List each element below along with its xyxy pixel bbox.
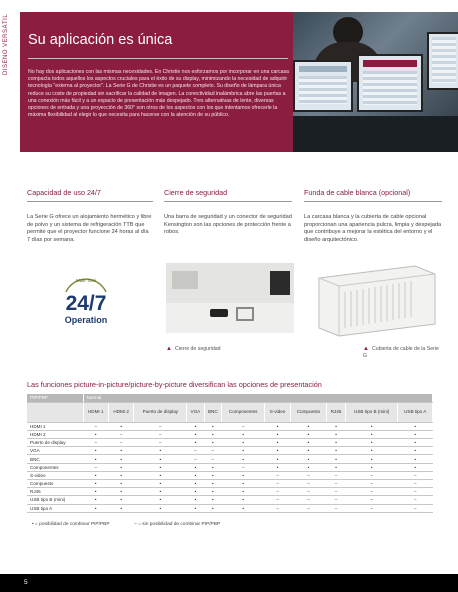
table-cell: •	[187, 488, 204, 496]
table-cell: •	[83, 447, 108, 455]
table-row	[27, 480, 433, 488]
table-cell: –	[398, 496, 433, 504]
table-cell: •	[327, 430, 346, 438]
feature-body: Una barra de seguridad y un conector de seguridad Kensington son las opciones de protección frente a robos.	[164, 214, 292, 236]
table-column-header: HDMI 2	[108, 402, 133, 422]
table-cell: •	[187, 480, 204, 488]
table-cell: •	[204, 480, 221, 488]
legend-no: – = sin posibilidad de combinar PIP/PBP	[134, 522, 221, 527]
feature-body: La Serie G ofrece un alojamiento hermético y libre de polvo y un sistema de refrigeración TTB que permite que el proyector funcione 24 horas al día 7 días por semana.	[27, 214, 152, 243]
security-lock-photo	[166, 263, 294, 333]
table-cell: •	[204, 439, 221, 447]
table-cell: –	[265, 496, 290, 504]
table-column-header: Componentes	[222, 402, 265, 422]
table-cell: –	[398, 488, 433, 496]
table-cell: •	[83, 496, 108, 504]
table-cell: •	[265, 455, 290, 463]
table-column-header: USB tipo B (mini)	[345, 402, 397, 422]
operation-247-logo	[56, 270, 116, 330]
table-cell: •	[345, 447, 397, 455]
table-cell: •	[327, 455, 346, 463]
monitor-right	[427, 32, 458, 90]
table-row	[27, 455, 433, 463]
table-column-header: VGA	[187, 402, 204, 422]
table-cell: •	[108, 455, 133, 463]
table-cell: •	[222, 447, 265, 455]
table-column-header: S-video	[265, 402, 290, 422]
table-row	[27, 447, 433, 455]
table-group-label: Normal	[83, 394, 433, 402]
feature-title: Funda de cable blanca (opcional)	[304, 188, 411, 197]
table-cell: •	[134, 463, 187, 471]
table-cell: •	[108, 463, 133, 471]
table-cell: •	[108, 480, 133, 488]
table-row	[27, 422, 433, 430]
table-row	[27, 471, 433, 479]
table-cell: –	[327, 504, 346, 512]
monitor-center	[357, 54, 423, 112]
table-cell: –	[345, 488, 397, 496]
table-cell: •	[108, 471, 133, 479]
table-body	[27, 422, 433, 512]
table-cell: •	[108, 447, 133, 455]
table-cell: •	[290, 455, 326, 463]
side-section-label: DISEÑO VERSÁTIL	[3, 13, 9, 75]
table-cell: •	[345, 439, 397, 447]
lock-slot-icon	[210, 309, 228, 317]
table-cell: –	[187, 447, 204, 455]
table-cell: –	[265, 488, 290, 496]
table-cell: –	[398, 504, 433, 512]
table-cell: •	[187, 463, 204, 471]
table-cell: •	[290, 422, 326, 430]
table-cell: –	[290, 488, 326, 496]
table-cell: •	[187, 504, 204, 512]
table-cell: –	[265, 504, 290, 512]
table-row	[27, 504, 433, 512]
table-cell: •	[134, 488, 187, 496]
table-row	[27, 430, 433, 438]
legend-yes: • = posibilidad de combinar PIP/PBP	[32, 522, 110, 527]
table-cell: –	[398, 471, 433, 479]
table-cell: –	[345, 496, 397, 504]
table-cell: –	[345, 480, 397, 488]
feature-cable-cover	[304, 188, 442, 244]
table-cell: •	[134, 471, 187, 479]
table-row-label: BNC	[27, 455, 83, 463]
cable-caption	[363, 346, 443, 359]
table-cell: •	[187, 471, 204, 479]
table-cell: •	[345, 455, 397, 463]
table-cell: •	[290, 439, 326, 447]
table-group-row	[27, 394, 433, 402]
table-cell: •	[204, 488, 221, 496]
table-cell: –	[290, 471, 326, 479]
page-footer	[0, 574, 458, 592]
table-cell: •	[108, 504, 133, 512]
table-row-label: USB tipo B (mini)	[27, 496, 83, 504]
feature-body: La carcasa blanca y la cubierta de cable opcional proporcionan una apariencia pulcra, limpia y despejada que contribuye a mejorar la estética del entorno y el diseño arquitectónico.	[304, 214, 442, 243]
lock-caption	[166, 346, 221, 353]
lock-caption-text: Cierre de seguridad	[174, 346, 221, 352]
table-cell: •	[108, 488, 133, 496]
table-cell: –	[83, 439, 108, 447]
table-cell: •	[327, 439, 346, 447]
table-row-label: VGA	[27, 447, 83, 455]
table-cell: –	[83, 463, 108, 471]
table-cell: •	[345, 463, 397, 471]
table-cell: –	[327, 480, 346, 488]
left-margin	[0, 0, 20, 592]
table-cell: •	[398, 430, 433, 438]
security-bar-icon	[236, 307, 254, 321]
table-cell: •	[222, 439, 265, 447]
desk-surface	[293, 116, 458, 152]
table-title: Las funciones picture-in-picture/picture-by-picture diversifican las opciones de presentación	[27, 380, 322, 389]
table-row	[27, 439, 433, 447]
cable-cover-photo	[311, 258, 439, 340]
table-cell: –	[327, 488, 346, 496]
table-cell: –	[134, 439, 187, 447]
table-cell: –	[222, 463, 265, 471]
table-cell: •	[265, 439, 290, 447]
table-cell: –	[398, 480, 433, 488]
table-cell: •	[134, 455, 187, 463]
table-row-label: Compuesto	[27, 480, 83, 488]
hero-title: Su aplicación es única	[28, 32, 173, 48]
operation-247-logo-graphic	[56, 270, 116, 330]
pip-pbp-table	[27, 394, 433, 513]
cable-caption-text: Cubierta de cable de la Serie G	[363, 346, 439, 359]
table-legend	[32, 522, 220, 527]
table-cell: •	[327, 463, 346, 471]
cable-cover-graphic	[311, 258, 439, 340]
table-cell: –	[222, 422, 265, 430]
table-cell: •	[204, 471, 221, 479]
table-column-header: Compuesto	[290, 402, 326, 422]
table-cell: •	[398, 422, 433, 430]
table-cell: •	[134, 447, 187, 455]
table-cell: –	[108, 439, 133, 447]
table-row-label: HDMI 2	[27, 430, 83, 438]
table-cell: •	[345, 430, 397, 438]
hero-divider	[28, 58, 288, 59]
table-cell: –	[345, 504, 397, 512]
table-cell: •	[83, 455, 108, 463]
table-row	[27, 463, 433, 471]
power-socket-shape	[270, 271, 290, 295]
table-cell: •	[204, 496, 221, 504]
table-cell: •	[222, 488, 265, 496]
table-row-label: HDMI 1	[27, 422, 83, 430]
table-cell: –	[290, 480, 326, 488]
table-cell: •	[222, 455, 265, 463]
table-cell: •	[398, 447, 433, 455]
table-cell: –	[327, 496, 346, 504]
table-cell: •	[222, 496, 265, 504]
table-row-label: USB tipo A	[27, 504, 83, 512]
table-cell: –	[327, 471, 346, 479]
table-cell: •	[134, 480, 187, 488]
table-cell: –	[345, 471, 397, 479]
table-cell: –	[265, 471, 290, 479]
table-row-label: Componentes	[27, 463, 83, 471]
table-cell: •	[327, 447, 346, 455]
hero-photo	[293, 12, 458, 152]
table-cell: •	[290, 430, 326, 438]
table-cell: •	[204, 422, 221, 430]
table-cell: •	[222, 430, 265, 438]
table-cell: •	[398, 439, 433, 447]
table-column-header: Puerto de display	[134, 402, 187, 422]
table-cell: •	[265, 422, 290, 430]
table-cell: –	[83, 422, 108, 430]
table-column-header: RJ45	[327, 402, 346, 422]
feature-247	[27, 188, 153, 244]
table-column-header: USB tipo A	[398, 402, 433, 422]
table-cell: •	[222, 471, 265, 479]
table-cell: •	[187, 439, 204, 447]
table-cell: •	[204, 504, 221, 512]
monitor-left	[293, 60, 353, 112]
table-cell: –	[265, 480, 290, 488]
table-cell: •	[83, 480, 108, 488]
logo-number: 24/7	[65, 292, 107, 315]
logo-word: Operation	[64, 315, 108, 325]
table-cell: •	[134, 496, 187, 504]
table-cell: •	[265, 447, 290, 455]
feature-security-lock	[164, 188, 292, 237]
table-cell: •	[83, 471, 108, 479]
table-cell: •	[265, 463, 290, 471]
table-cell: •	[83, 504, 108, 512]
feature-title: Capacidad de uso 24/7	[27, 188, 101, 197]
feature-divider	[304, 201, 442, 202]
table-corner-label: PIP/PBP	[27, 394, 83, 402]
table-cell: •	[204, 463, 221, 471]
table-cell: –	[134, 430, 187, 438]
feature-title: Cierre de seguridad	[164, 188, 228, 197]
hero-body-text: No hay dos aplicaciones con las mismas necesidades. En Christie nos esforzamos por incorporar en una carcasa compacta todos aquellos los aspectos cruciales para el éxito de su display, minimizando la necesidad de adquirir tecnología "externa al proyector". La Serie G de Christie es un paquete completo. Su diseño de lámpara única reduce su coste de propiedad sin sacrificar la calidad de imagen. La conectividad inalámbrica abre las puertas a una conexión más fácil y a un espacio de presentación más despejado. Tres alternativas de lente, diversas opciones de entrada y una proyección de 360° son otros de los aspectos con los que intentamos ofrecerle la máxima flexibilidad al elegir lo que necesita para hacerse con la atención de su público.	[28, 69, 289, 119]
table-cell: –	[204, 455, 221, 463]
caption-triangle-icon: ▲	[166, 346, 172, 352]
table-row	[27, 496, 433, 504]
caption-triangle-icon: ▲	[363, 346, 369, 352]
table-row-label: Puerto de display	[27, 439, 83, 447]
table-cell: –	[134, 422, 187, 430]
table-cell: •	[222, 480, 265, 488]
table-cell: –	[290, 504, 326, 512]
feature-divider	[27, 201, 153, 202]
table-cell: –	[108, 430, 133, 438]
logo-ring-text: Multi-Task	[75, 278, 97, 283]
table-cell: –	[290, 496, 326, 504]
table-cell: •	[108, 422, 133, 430]
table-cell: •	[290, 463, 326, 471]
table-cell: •	[327, 422, 346, 430]
table-cell: •	[83, 430, 108, 438]
table-column-header: BNC	[204, 402, 221, 422]
hero-banner	[20, 12, 458, 152]
table-cell: •	[204, 430, 221, 438]
table-cell: •	[83, 488, 108, 496]
table-cell: •	[290, 447, 326, 455]
table-header-empty	[27, 402, 83, 422]
table-cell: •	[265, 430, 290, 438]
feature-divider	[164, 201, 292, 202]
table-cell: •	[222, 504, 265, 512]
table-cell: –	[187, 455, 204, 463]
projector-vent-shape	[172, 271, 198, 289]
table-cell: •	[187, 430, 204, 438]
table-row	[27, 488, 433, 496]
table-row-label: S-video	[27, 471, 83, 479]
table-cell: •	[398, 455, 433, 463]
page-number: 5	[24, 579, 28, 586]
table-cell: •	[134, 504, 187, 512]
table-cell: •	[398, 463, 433, 471]
table-column-header: HDMI 1	[83, 402, 108, 422]
table-cell: –	[204, 447, 221, 455]
table-cell: •	[187, 496, 204, 504]
table-row-label: RJ45	[27, 488, 83, 496]
table-cell: •	[108, 496, 133, 504]
table-cell: •	[345, 422, 397, 430]
table-cell: •	[187, 422, 204, 430]
table-header-row	[27, 402, 433, 422]
